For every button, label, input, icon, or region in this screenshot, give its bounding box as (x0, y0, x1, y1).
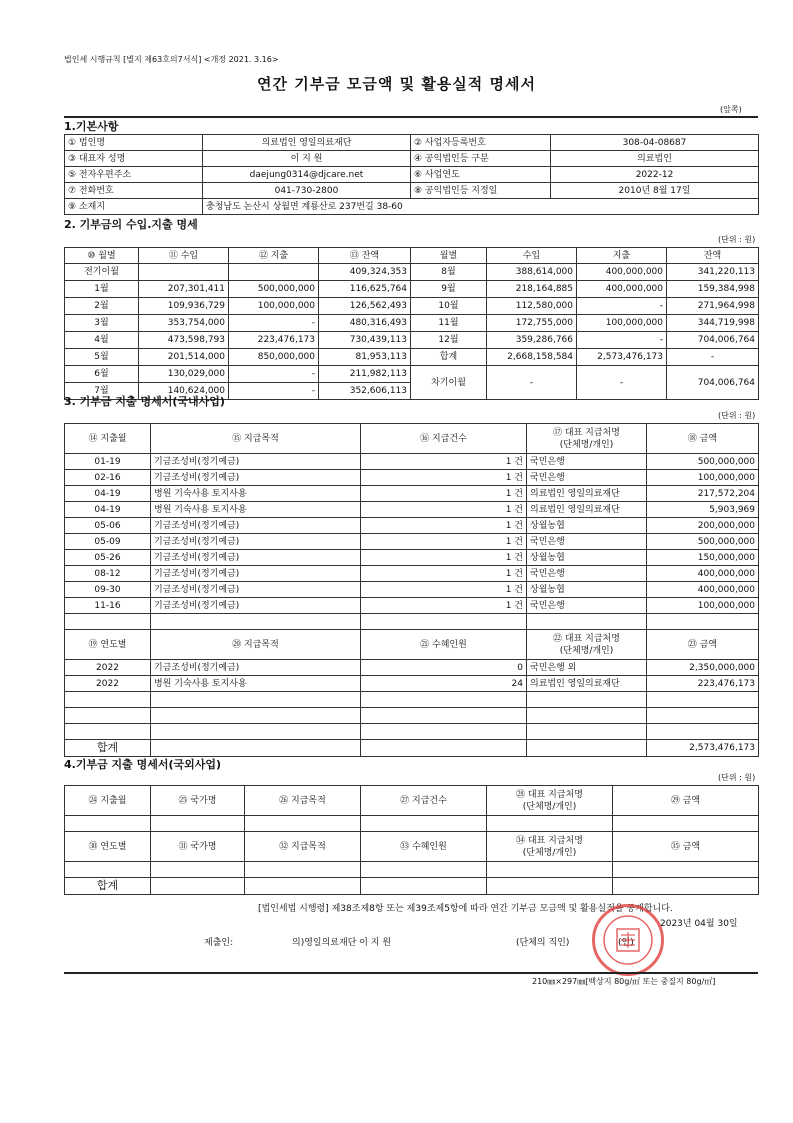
table-cell: 기금조성비(정기예금) (151, 550, 361, 566)
domestic-expense-table (64, 423, 759, 757)
domestic-expense-row (65, 566, 759, 582)
field-label: ⑦ 전화번호 (65, 183, 203, 199)
table-cell (65, 724, 151, 740)
table-cell: 8월 (411, 264, 487, 281)
table-cell: 1 건 (361, 518, 527, 534)
table-cell: 100,000,000 (577, 315, 667, 332)
total-amount: 2,573,476,173 (647, 740, 759, 757)
table-cell: 116,625,764 (319, 281, 411, 298)
table-cell: 0 (361, 660, 527, 676)
column-header: 잔액 (667, 248, 759, 264)
table-cell: 05-09 (65, 534, 151, 550)
income-expense-row (65, 298, 759, 315)
table-cell: 217,572,204 (647, 486, 759, 502)
column-header: ⑮ 지급목적 (151, 424, 361, 454)
overseas-yearly-header-row (65, 832, 759, 862)
table-cell: 500,000,000 (647, 534, 759, 550)
column-header: 지출 (577, 248, 667, 264)
table-cell: 100,000,000 (229, 298, 319, 315)
table-cell: 344,719,998 (667, 315, 759, 332)
field-label: ② 사업자등록번호 (411, 135, 551, 151)
paper-spec: 210㎜×297㎜[백상지 80g/㎡ 또는 중질지 80g/㎡] (532, 977, 716, 986)
field-value: 의료법인 영일의료재단 (203, 135, 411, 151)
table-cell (151, 708, 361, 724)
basic-info-row (65, 135, 759, 151)
table-cell (361, 740, 527, 757)
table-cell (361, 614, 527, 630)
domestic-expense-row (65, 550, 759, 566)
column-header: 수입 (487, 248, 577, 264)
table-cell: 400,000,000 (647, 566, 759, 582)
table-cell: 341,220,113 (667, 264, 759, 281)
table-cell: 04-19 (65, 502, 151, 518)
table-cell: 500,000,000 (229, 281, 319, 298)
column-header: ㉔ 지출월 (65, 786, 151, 816)
table-cell: 172,755,000 (487, 315, 577, 332)
table-cell: 5,903,969 (647, 502, 759, 518)
income-expense-row (65, 264, 759, 281)
table-cell (361, 692, 527, 708)
table-cell: 05-06 (65, 518, 151, 534)
column-header: ㉖ 지급목적 (245, 786, 361, 816)
address-row (65, 199, 759, 215)
domestic-expense-row (65, 486, 759, 502)
table-cell: 상월농협 (527, 582, 647, 598)
table-cell: 병원 기숙사용 토지사용 (151, 676, 361, 692)
table-cell: 2022 (65, 660, 151, 676)
section4-heading: 4.기부금 지출 명세서(국외사업) (64, 758, 222, 771)
form-reference: 법인세 시행규칙 [별지 제63호의7서식] <개정 2021. 3.16> (64, 55, 279, 64)
table-cell: 126,562,493 (319, 298, 411, 315)
yearly-expense-row (65, 676, 759, 692)
table-cell: 850,000,000 (229, 349, 319, 366)
table-cell: 11월 (411, 315, 487, 332)
overseas-expense-table (64, 785, 759, 895)
field-label: ③ 대표자 성명 (65, 151, 203, 167)
table-cell: 400,000,000 (577, 281, 667, 298)
income-expense-row (65, 349, 759, 366)
table-cell (151, 724, 361, 740)
table-cell: 359,286,766 (487, 332, 577, 349)
table-cell: 1 건 (361, 454, 527, 470)
table-cell (361, 878, 487, 895)
income-expense-row (65, 366, 759, 383)
table-cell: 388,614,000 (487, 264, 577, 281)
section3-unit: (단위 : 원) (718, 411, 756, 420)
table-cell (527, 708, 647, 724)
table-cell (65, 692, 151, 708)
table-cell: 81,953,113 (319, 349, 411, 366)
table-cell: 국민은행 (527, 598, 647, 614)
table-cell (361, 708, 527, 724)
table-cell: - (229, 366, 319, 383)
domestic-expense-row (65, 470, 759, 486)
table-cell: 2월 (65, 298, 139, 315)
column-header: ⑲ 연도별 (65, 630, 151, 660)
carry-forward-cell: - (487, 366, 577, 400)
table-cell (527, 724, 647, 740)
table-cell: 1 건 (361, 534, 527, 550)
table-cell: 국민은행 (527, 454, 647, 470)
table-cell: 730,439,113 (319, 332, 411, 349)
seal-position-label: (단체의 직인) (516, 938, 570, 948)
field-value: 308-04-08687 (551, 135, 759, 151)
front-side-label: (앞쪽) (720, 105, 742, 114)
submitter-label: 제출인: (204, 938, 234, 948)
table-cell (65, 614, 151, 630)
table-cell: 271,964,998 (667, 298, 759, 315)
column-header: ㉓ 금액 (647, 630, 759, 660)
basic-info-table (64, 134, 759, 215)
column-header: ㉘ 대표 지급처명 (단체명/개인) (487, 786, 613, 816)
column-header: ⑩ 월별 (65, 248, 139, 264)
column-header: ㉒ 대표 지급처명 (단체명/개인) (527, 630, 647, 660)
carry-forward-cell: 704,006,764 (667, 366, 759, 400)
section2-unit: (단위 : 원) (718, 235, 756, 244)
table-cell: 병원 기숙사용 토지사용 (151, 502, 361, 518)
disclosure-statement: [법인세법 시행령] 제38조제8항 또는 제39조제5항에 따라 연간 기부금 모금액 및 활용실적을 공개합니다. (258, 904, 673, 914)
table-cell (527, 740, 647, 757)
column-header: ㉑ 수혜인원 (361, 630, 527, 660)
table-cell: 5월 (65, 349, 139, 366)
field-value: 의료법인 (551, 151, 759, 167)
table-cell: 1 건 (361, 502, 527, 518)
table-cell (151, 740, 361, 757)
table-cell: 7월 (65, 383, 139, 400)
table-cell (361, 862, 487, 878)
table-cell: 11-16 (65, 598, 151, 614)
column-header: ㉚ 연도별 (65, 832, 151, 862)
table-cell: 병원 기숙사용 토지사용 (151, 486, 361, 502)
table-cell (65, 862, 151, 878)
table-cell (613, 878, 759, 895)
income-expense-row (65, 332, 759, 349)
table-cell (613, 816, 759, 832)
field-value: 041-730-2800 (203, 183, 411, 199)
table-cell: 4월 (65, 332, 139, 349)
table-cell: 409,324,353 (319, 264, 411, 281)
field-label: ⑤ 전자우편주소 (65, 167, 203, 183)
submission-date: 2023년 04월 30일 (660, 919, 738, 929)
table-cell (487, 816, 613, 832)
table-cell (245, 878, 361, 895)
bottom-rule (64, 972, 758, 974)
table-cell: 211,982,113 (319, 366, 411, 383)
table-cell: 2,573,476,173 (577, 349, 667, 366)
table-cell (139, 264, 229, 281)
table-cell: 1 건 (361, 566, 527, 582)
table-cell (647, 708, 759, 724)
table-cell: 1 건 (361, 550, 527, 566)
table-cell: 기금조성비(정기예금) (151, 660, 361, 676)
yearly-expense-row (65, 660, 759, 676)
empty-row (65, 724, 759, 740)
table-cell (151, 862, 245, 878)
table-cell (647, 724, 759, 740)
column-header: ⑭ 지출월 (65, 424, 151, 454)
empty-row (65, 816, 759, 832)
field-label: ④ 공익법인등 구분 (411, 151, 551, 167)
seal-mark: (인) (618, 938, 634, 948)
column-header: ⑯ 지급건수 (361, 424, 527, 454)
table-cell: 국민은행 외 (527, 660, 647, 676)
table-cell: 합계 (411, 349, 487, 366)
column-header: ㉕ 국가명 (151, 786, 245, 816)
table-cell (65, 708, 151, 724)
empty-row (65, 862, 759, 878)
table-cell: 기금조성비(정기예금) (151, 566, 361, 582)
section3-heading: 3. 기부금 지출 명세서(국내사업) (64, 395, 225, 408)
table-cell: 의료법인 영일의료재단 (527, 676, 647, 692)
table-cell: 10월 (411, 298, 487, 315)
table-cell: 704,006,764 (667, 332, 759, 349)
column-header: ⑱ 금액 (647, 424, 759, 454)
table-cell (151, 692, 361, 708)
table-cell: 2022 (65, 676, 151, 692)
field-value: daejung0314@djcare.net (203, 167, 411, 183)
empty-row (65, 708, 759, 724)
spacer-row (65, 614, 759, 630)
table-cell: 02-16 (65, 470, 151, 486)
table-cell: 09-30 (65, 582, 151, 598)
table-cell: 상월농협 (527, 518, 647, 534)
table-cell: 08-12 (65, 566, 151, 582)
column-header: ㉛ 국가명 (151, 832, 245, 862)
top-rule (64, 116, 758, 118)
section1-heading: 1.기본사항 (64, 120, 119, 133)
table-cell (151, 878, 245, 895)
seal-icon (595, 907, 661, 973)
table-cell: 기금조성비(정기예금) (151, 534, 361, 550)
table-cell: 480,316,493 (319, 315, 411, 332)
table-cell (647, 614, 759, 630)
table-cell: 201,514,000 (139, 349, 229, 366)
column-header: ㉙ 금액 (613, 786, 759, 816)
domestic-expense-row (65, 502, 759, 518)
table-cell: 1 건 (361, 486, 527, 502)
table-cell: 100,000,000 (647, 470, 759, 486)
column-header: ㉞ 대표 지급처명 (단체명/개인) (487, 832, 613, 862)
table-cell: 9월 (411, 281, 487, 298)
table-cell: 기금조성비(정기예금) (151, 598, 361, 614)
table-cell: - (229, 383, 319, 400)
table-cell (361, 816, 487, 832)
empty-row (65, 692, 759, 708)
table-cell: 국민은행 (527, 566, 647, 582)
table-cell: 2,668,158,584 (487, 349, 577, 366)
column-header: ⑰ 대표 지급처명 (단체명/개인) (527, 424, 647, 454)
table-cell: - (577, 332, 667, 349)
table-cell: - (577, 298, 667, 315)
table-cell: 의료법인 영일의료재단 (527, 502, 647, 518)
table-cell: 473,598,793 (139, 332, 229, 349)
column-header: 월별 (411, 248, 487, 264)
field-label: ⑥ 사업연도 (411, 167, 551, 183)
table-cell (487, 878, 613, 895)
field-label: ① 법인명 (65, 135, 203, 151)
table-cell: 353,754,000 (139, 315, 229, 332)
table-cell: 223,476,173 (229, 332, 319, 349)
total-label: 합계 (65, 740, 151, 757)
total-row (65, 878, 759, 895)
field-label: ⑨ 소재지 (65, 199, 203, 215)
field-value: 2010년 8월 17일 (551, 183, 759, 199)
table-cell: 기금조성비(정기예금) (151, 470, 361, 486)
table-cell: 1 건 (361, 582, 527, 598)
field-value: 이 지 원 (203, 151, 411, 167)
table-cell: 500,000,000 (647, 454, 759, 470)
income-expense-table (64, 247, 759, 400)
column-header: ㉗ 지급건수 (361, 786, 487, 816)
table-cell (647, 692, 759, 708)
basic-info-row (65, 151, 759, 167)
table-cell: 3월 (65, 315, 139, 332)
column-header: ㉟ 금액 (613, 832, 759, 862)
basic-info-row (65, 183, 759, 199)
table-cell (229, 264, 319, 281)
table-cell: 140,624,000 (139, 383, 229, 400)
table-cell: 2,350,000,000 (647, 660, 759, 676)
column-header: ㉜ 지급목적 (245, 832, 361, 862)
domestic-expense-row (65, 598, 759, 614)
document-title: 연간 기부금 모금액 및 활용실적 명세서 (257, 75, 536, 93)
domestic-header-row (65, 424, 759, 454)
table-cell: 400,000,000 (647, 582, 759, 598)
table-cell (151, 816, 245, 832)
total-label: 합계 (65, 878, 151, 895)
table-cell: 1 건 (361, 470, 527, 486)
table-cell: 12월 (411, 332, 487, 349)
table-cell: 상월농협 (527, 550, 647, 566)
column-header: ⑫ 지출 (229, 248, 319, 264)
table-cell (527, 692, 647, 708)
table-cell (65, 816, 151, 832)
section2-heading: 2. 기부금의 수입.지출 명세 (64, 218, 198, 231)
table-cell (527, 614, 647, 630)
carry-forward-cell: - (577, 366, 667, 400)
table-cell: 24 (361, 676, 527, 692)
table-cell: 159,384,998 (667, 281, 759, 298)
table-cell: 109,936,729 (139, 298, 229, 315)
table-cell (361, 724, 527, 740)
overseas-header-row (65, 786, 759, 816)
table-cell (245, 816, 361, 832)
table-cell: - (667, 349, 759, 366)
table-cell: 1월 (65, 281, 139, 298)
table-cell: 전기이월 (65, 264, 139, 281)
column-header: ⑳ 지급목적 (151, 630, 361, 660)
yearly-header-row (65, 630, 759, 660)
table-cell: 1 건 (361, 598, 527, 614)
table-cell: 200,000,000 (647, 518, 759, 534)
submitter-name: 의)영일의료재단 이 지 원 (292, 938, 392, 948)
table-cell: 352,606,113 (319, 383, 411, 400)
table-cell (613, 862, 759, 878)
table-cell (487, 862, 613, 878)
table-cell: 223,476,173 (647, 676, 759, 692)
domestic-expense-row (65, 454, 759, 470)
field-label: ⑧ 공익법인등 지정일 (411, 183, 551, 199)
table-cell: 05-26 (65, 550, 151, 566)
income-expense-header-row (65, 248, 759, 264)
table-cell: 기금조성비(정기예금) (151, 582, 361, 598)
table-cell: 100,000,000 (647, 598, 759, 614)
official-seal-stamp (592, 904, 664, 976)
table-cell: 국민은행 (527, 470, 647, 486)
table-cell: 기금조성비(정기예금) (151, 518, 361, 534)
income-expense-row (65, 281, 759, 298)
carry-forward-cell: 차기이월 (411, 366, 487, 400)
table-cell: 130,029,000 (139, 366, 229, 383)
table-cell: 04-19 (65, 486, 151, 502)
domestic-expense-row (65, 518, 759, 534)
table-cell (151, 614, 361, 630)
table-cell: 400,000,000 (577, 264, 667, 281)
column-header: ㉝ 수혜인원 (361, 832, 487, 862)
table-cell: - (229, 315, 319, 332)
basic-info-row (65, 167, 759, 183)
domestic-expense-row (65, 582, 759, 598)
table-cell (245, 862, 361, 878)
section4-unit: (단위 : 원) (718, 773, 756, 782)
field-value: 2022-12 (551, 167, 759, 183)
table-cell: 국민은행 (527, 534, 647, 550)
table-cell: 218,164,885 (487, 281, 577, 298)
table-cell: 207,301,411 (139, 281, 229, 298)
address-value: 충청남도 논산시 상월면 계룡산로 237번길 38-60 (203, 199, 759, 215)
domestic-expense-row (65, 534, 759, 550)
table-cell: 의료법인 영일의료재단 (527, 486, 647, 502)
table-cell: 6월 (65, 366, 139, 383)
column-header: ⑬ 잔액 (319, 248, 411, 264)
income-expense-row (65, 315, 759, 332)
table-cell: 기금조성비(정기예금) (151, 454, 361, 470)
table-cell: 112,580,000 (487, 298, 577, 315)
table-cell: 150,000,000 (647, 550, 759, 566)
total-row (65, 740, 759, 757)
column-header: ⑪ 수입 (139, 248, 229, 264)
table-cell: 01-19 (65, 454, 151, 470)
